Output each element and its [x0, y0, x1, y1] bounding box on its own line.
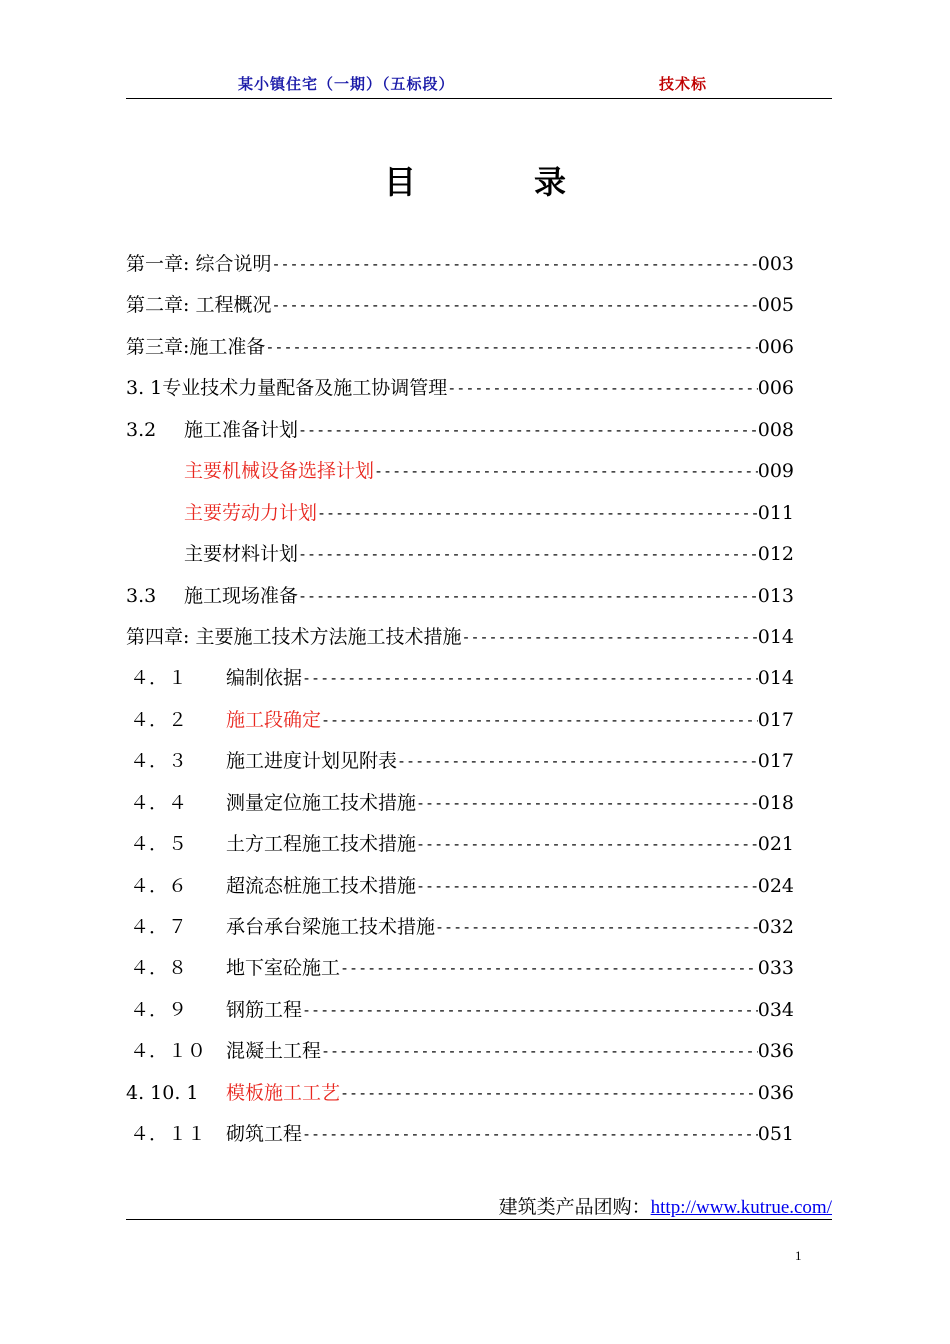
toc-entry-number: ４．１１	[130, 1123, 207, 1146]
toc-entry-label: 编制依据	[226, 667, 303, 690]
toc-entry-leader	[416, 783, 758, 824]
toc-entry[interactable]	[126, 534, 794, 575]
toc-entry-page: 014	[757, 625, 794, 648]
toc-entry[interactable]	[126, 907, 794, 948]
toc-entry[interactable]	[126, 948, 794, 989]
toc-entry[interactable]	[126, 410, 794, 451]
toc-entry[interactable]	[126, 658, 794, 699]
toc-entry[interactable]	[126, 700, 794, 741]
toc-entry-leader	[435, 907, 758, 948]
toc-entry-label: 施工进度计划见附表	[226, 750, 398, 773]
toc-entry-page: 024	[757, 874, 794, 897]
toc-entry-leader	[317, 493, 758, 534]
toc-entry-label: 钢筋工程	[226, 998, 303, 1021]
toc-entry[interactable]	[126, 244, 794, 285]
toc-entry-leader	[298, 410, 758, 451]
toc-entry-label: 第三章:施工准备	[126, 335, 266, 358]
table-of-contents	[126, 244, 794, 1156]
page-number: 1	[795, 1248, 802, 1263]
toc-entry-number: ４．３	[130, 750, 188, 773]
toc-entry[interactable]	[126, 990, 794, 1031]
toc-entry-label: 施工准备计划	[184, 418, 299, 441]
toc-entry[interactable]	[126, 824, 794, 865]
toc-entry-label: 模板施工工艺	[226, 1081, 341, 1104]
toc-entry-leader	[374, 451, 758, 492]
toc-entry-page: 032	[757, 916, 794, 938]
toc-entry-page: 012	[757, 543, 794, 566]
toc-entry-label: 施工现场准备	[184, 584, 299, 607]
toc-entry-number: ４．９	[130, 998, 188, 1021]
toc-entry[interactable]	[126, 493, 794, 534]
toc-entry-number: ４．６	[130, 874, 188, 897]
toc-entry-leader	[302, 990, 758, 1031]
toc-entry-number: ４．５	[130, 833, 188, 856]
toc-entry-leader	[321, 700, 758, 741]
toc-entry-number: ４．２	[130, 708, 188, 731]
toc-entry-page: 006	[757, 335, 794, 358]
toc-entry-number: 3.3	[126, 584, 157, 607]
toc-entry[interactable]	[126, 741, 794, 782]
toc-entry-page: 003	[757, 253, 794, 275]
toc-entry-leader	[302, 1114, 758, 1155]
toc-entry-leader	[271, 244, 757, 285]
header-right-label: 技术标	[659, 75, 708, 93]
toc-entry-page: 018	[757, 791, 794, 814]
toc-entry-number: ４．７	[130, 916, 188, 938]
toc-entry-leader	[340, 948, 758, 989]
toc-entry-page: 034	[757, 998, 794, 1021]
toc-entry-page: 006	[757, 377, 794, 400]
toc-entry[interactable]	[126, 617, 794, 658]
toc-entry-label: 主要材料计划	[184, 543, 299, 566]
toc-entry-leader	[461, 617, 757, 658]
toc-entry-label: 主要劳动力计划	[184, 501, 318, 524]
toc-entry[interactable]	[126, 866, 794, 907]
toc-entry[interactable]	[126, 451, 794, 492]
toc-entry-page: 036	[757, 1040, 794, 1063]
toc-entry-page: 008	[757, 418, 794, 441]
toc-entry-page: 033	[757, 957, 794, 980]
title-char-2: 录	[534, 163, 567, 201]
toc-entry-leader	[416, 824, 758, 865]
toc-entry-leader	[397, 741, 758, 782]
toc-entry-leader	[298, 534, 758, 575]
toc-entry-number: ４．８	[130, 957, 188, 980]
toc-entry[interactable]	[126, 1114, 794, 1155]
toc-entry-page: 051	[757, 1123, 794, 1146]
toc-entry-label: 测量定位施工技术措施	[226, 791, 417, 814]
toc-entry-number: ４．４	[130, 791, 188, 814]
toc-entry-number: 4. 10. 1	[126, 1081, 199, 1104]
header-title: 某小镇住宅（一期）（五标段）	[238, 75, 455, 93]
toc-entry-label: 混凝土工程	[226, 1040, 322, 1063]
toc-entry[interactable]	[126, 783, 794, 824]
toc-entry-number: ４．１	[130, 667, 188, 690]
toc-entry-label: 土方工程施工技术措施	[226, 833, 417, 856]
toc-entry-page: 013	[757, 584, 794, 607]
toc-entry-leader	[302, 658, 758, 699]
toc-entry[interactable]	[126, 285, 794, 326]
toc-entry-page: 005	[757, 294, 794, 317]
toc-entry-leader	[265, 327, 757, 368]
toc-entry-label: 超流态桩施工技术措施	[226, 874, 417, 897]
toc-entry-number: ４．１０	[130, 1040, 207, 1063]
toc-entry-leader	[340, 1073, 758, 1114]
toc-entry-number: 3.2	[126, 418, 157, 441]
footer-label: 建筑类产品团购：	[498, 1197, 651, 1218]
toc-entry-leader	[298, 576, 758, 617]
toc-entry[interactable]	[126, 1031, 794, 1072]
toc-entry-leader	[416, 866, 758, 907]
toc-entry-label: 第四章: 主要施工技术方法施工技术措施	[126, 625, 462, 648]
toc-entry-label: 第二章: 工程概况	[126, 294, 272, 317]
title-char-1: 目	[383, 163, 416, 201]
toc-entry-page: 036	[757, 1081, 794, 1104]
toc-entry-label: 承台承台梁施工技术措施	[226, 916, 436, 938]
footer-divider	[126, 1219, 832, 1220]
toc-entry[interactable]	[126, 368, 794, 409]
document-title	[0, 157, 950, 203]
toc-entry-label: 主要机械设备选择计划	[184, 460, 375, 483]
page-header	[126, 68, 832, 99]
toc-entry-label: 地下室砼施工	[226, 957, 341, 980]
toc-entry-leader	[447, 368, 757, 409]
toc-entry-page: 021	[757, 833, 794, 856]
toc-entry-page: 017	[757, 708, 794, 731]
toc-entry-page: 009	[757, 460, 794, 483]
toc-entry-label: 砌筑工程	[226, 1123, 303, 1146]
toc-entry-leader	[271, 285, 757, 326]
footer-text	[499, 1192, 832, 1219]
toc-entry[interactable]	[126, 576, 794, 617]
toc-entry[interactable]	[126, 1073, 794, 1114]
toc-entry[interactable]	[126, 327, 794, 368]
toc-entry-page: 017	[757, 750, 794, 773]
toc-entry-page: 014	[757, 667, 794, 690]
footer-link[interactable]: http://www.kutrue.com/	[650, 1197, 832, 1218]
toc-entry-label: 施工段确定	[226, 708, 322, 731]
toc-entry-label: 第一章: 综合说明	[126, 253, 272, 275]
toc-entry-page: 011	[757, 501, 794, 524]
toc-entry-leader	[321, 1031, 758, 1072]
toc-entry-label: 3. 1专业技术力量配备及施工协调管理	[126, 377, 448, 400]
